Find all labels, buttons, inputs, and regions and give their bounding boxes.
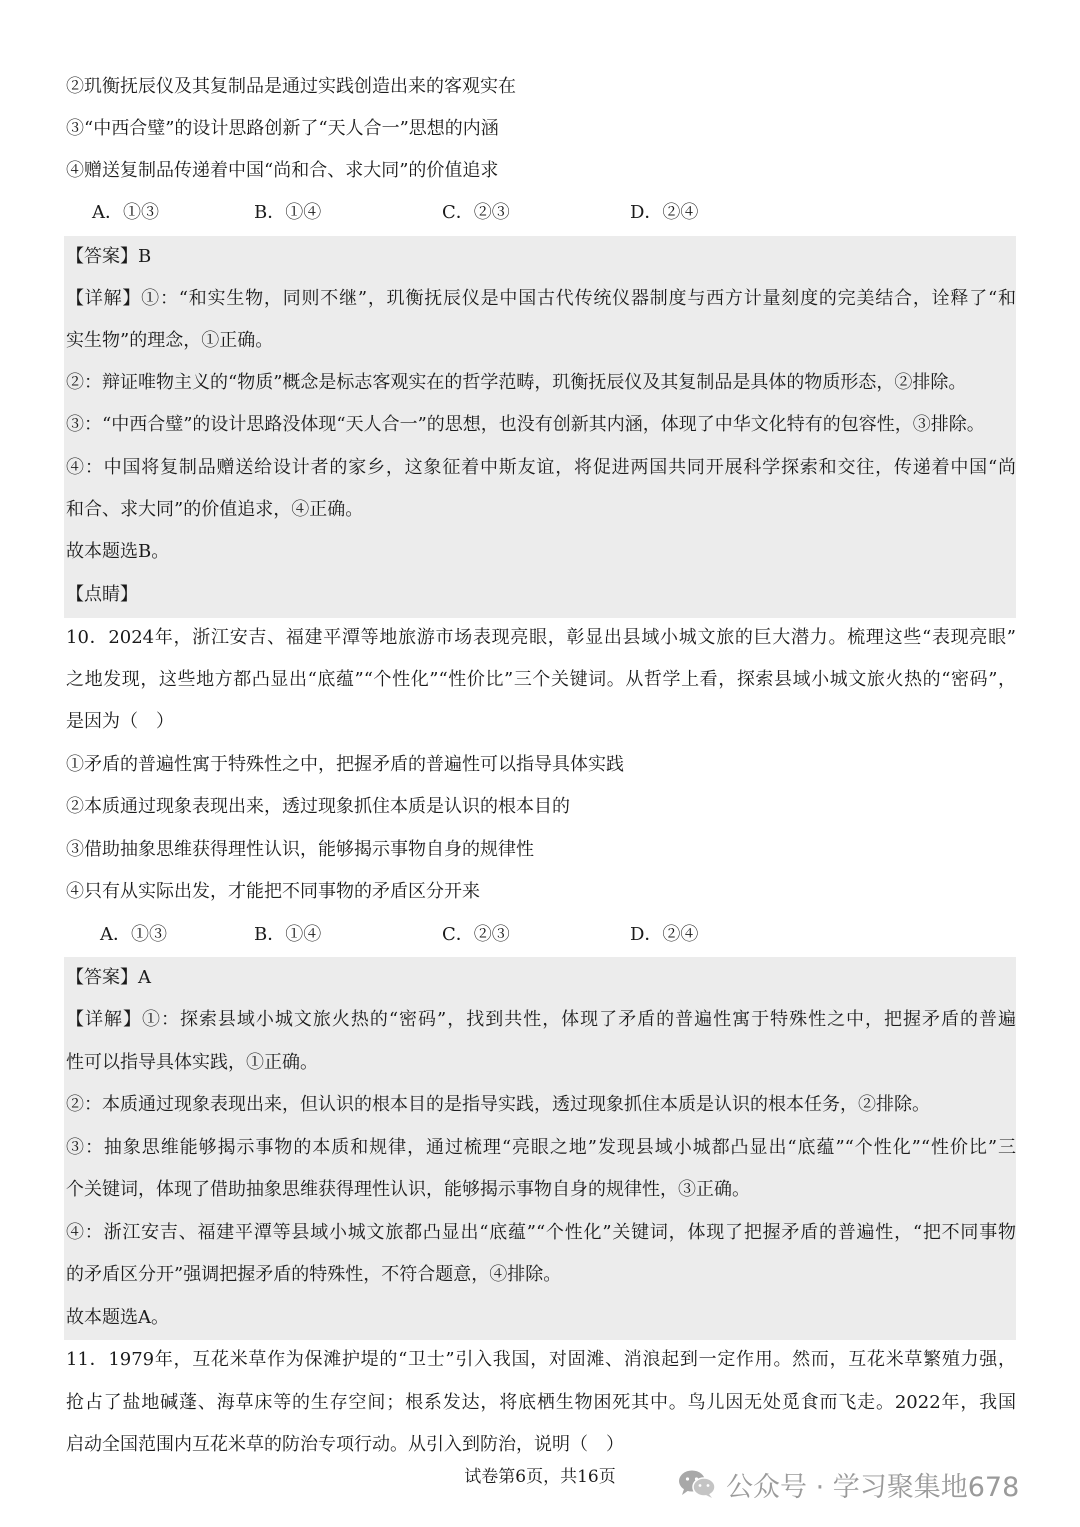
q11-stem-line: 抢占了盐地碱蓬、海草床等的生存空间；根系发达，将底栖生物困死其中。鸟儿因无处觅食而飞走。2022年，我国: [66, 1392, 1016, 1413]
q9-option-c: C．②③: [442, 202, 510, 223]
q9-option-d: D．②④: [630, 202, 699, 223]
watermark-text: 公众号 · 学习聚集地678: [726, 1471, 1020, 1503]
q9-option-b: B．①④: [254, 202, 322, 223]
q10-statement-4: ④只有从实际出发，才能把不同事物的矛盾区分开来: [66, 881, 480, 902]
q10-stem-line: 是因为（ ）: [66, 711, 174, 732]
page-footer: 试卷第6页，共16页: [464, 1467, 616, 1487]
q9-option-a: A．①③: [92, 202, 159, 223]
q10-detail-line: ④：浙江安吉、福建平潭等县域小城文旅都凸显出“底蕴”“个性化”关键词，体现了把握矛盾的普遍性，“把不同事物: [66, 1222, 1016, 1243]
q10-statement-1: ①矛盾的普遍性寓于特殊性之中，把握矛盾的普遍性可以指导具体实践: [66, 754, 624, 775]
q9-conclusion: 故本题选B。: [66, 541, 170, 562]
q10-detail-line: 【详解】①：探索县域小城文旅火热的“密码”，找到共性，体现了矛盾的普遍性寓于特殊性之中，把握矛盾的普遍: [66, 1009, 1016, 1030]
q10-option-a: A．①③: [100, 924, 167, 945]
watermark: [678, 1461, 1019, 1507]
q11-stem-line: 11．1979年，互花米草作为保滩护堤的“卫士”引入我国，对固滩、消浪起到一定作用。然而，互花米草繁殖力强，: [66, 1349, 1016, 1370]
q9-statement-2: ②玑衡抚辰仪及其复制品是通过实践创造出来的客观实在: [66, 76, 516, 97]
q10-detail-line: 性可以指导具体实践，①正确。: [66, 1052, 318, 1073]
q10-conclusion: 故本题选A。: [66, 1307, 169, 1328]
q9-statement-3: ③“中西合璧”的设计思路创新了“天人合一”思想的内涵: [66, 118, 499, 139]
q9-detail-line: ③：“中西合璧”的设计思路没体现“天人合一”的思想，也没有创新其内涵，体现了中华文化特有的包容性，③排除。: [66, 414, 985, 435]
q9-detail-line: 实生物”的理念，①正确。: [66, 330, 274, 351]
q9-statement-4: ④赠送复制品传递着中国“尚和合、求大同”的价值追求: [66, 160, 499, 181]
wechat-icon: [678, 1469, 716, 1499]
q9-detail-line: 【详解】①：“和实生物，同则不继”，玑衡抚辰仪是中国古代传统仪器制度与西方计量刻度的完美结合，诠释了“和: [66, 288, 1016, 309]
q10-detail-line: ③：抽象思维能够揭示事物的本质和规律，通过梳理“亮眼之地”发现县域小城都凸显出“底蕴”“个性化”“性价比”三: [66, 1137, 1016, 1158]
q10-statement-2: ②本质通过现象表现出来，透过现象抓住本质是认识的根本目的: [66, 796, 570, 817]
q10-statement-3: ③借助抽象思维获得理性认识，能够揭示事物自身的规律性: [66, 839, 534, 860]
q9-detail-line: ④：中国将复制品赠送给设计者的家乡，这象征着中斯友谊，将促进两国共同开展科学探索和交往，传递着中国“尚: [66, 457, 1016, 478]
q11-stem-line: 启动全国范围内互花米草的防治专项行动。从引入到防治，说明（ ）: [66, 1434, 624, 1455]
q9-answer: 【答案】B: [66, 246, 152, 267]
q10-answer: 【答案】A: [66, 967, 151, 988]
q9-detail-line: ②：辩证唯物主义的“物质”概念是标志客观实在的哲学范畴，玑衡抚辰仪及其复制品是具体的物质形态，②排除。: [66, 372, 967, 393]
q10-stem-line: 10．2024年，浙江安吉、福建平潭等地旅游市场表现亮眼，彰显出县域小城文旅的巨大潜力。梳理这些“表现亮眼”: [66, 627, 1016, 648]
q10-stem-line: 之地发现，这些地方都凸显出“底蕴”“个性化”“性价比”三个关键词。从哲学上看，探索县域小城文旅火热的“密码”，: [66, 669, 1016, 690]
q9-detail-line: 和合、求大同”的价值追求，④正确。: [66, 499, 364, 520]
q10-option-b: B．①④: [254, 924, 322, 945]
q9-comment: 【点睛】: [66, 584, 138, 605]
q10-option-c: C．②③: [442, 924, 510, 945]
q10-detail-line: 个关键词，体现了借助抽象思维获得理性认识，能够揭示事物自身的规律性，③正确。: [66, 1179, 750, 1200]
q10-detail-line: ②：本质通过现象表现出来，但认识的根本目的是指导实践，透过现象抓住本质是认识的根本任务，②排除。: [66, 1094, 930, 1115]
q10-detail-line: 的矛盾区分开”强调把握矛盾的特殊性，不符合题意，④排除。: [66, 1264, 562, 1285]
q10-option-d: D．②④: [630, 924, 699, 945]
